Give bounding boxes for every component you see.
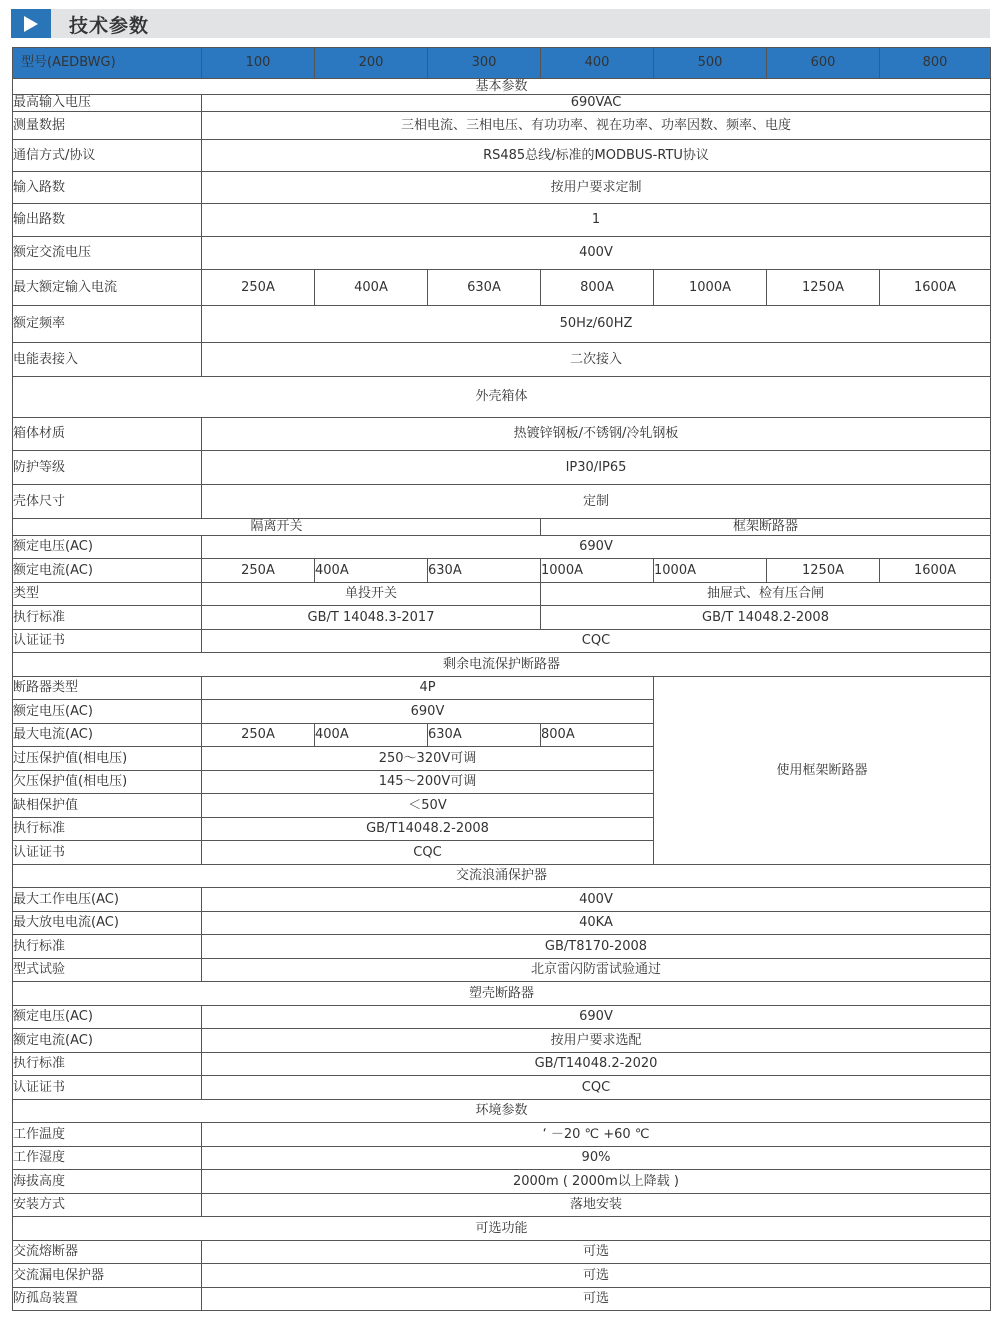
- row-value: 定制: [202, 485, 991, 519]
- header-model-400: 400: [541, 48, 654, 79]
- cell-value: 250A: [202, 559, 315, 583]
- row-label: 通信方式/协议: [13, 140, 202, 172]
- row-value: 可选: [202, 1264, 991, 1288]
- row-value: 145～200V可调: [202, 771, 654, 794]
- row-value: 单投开关: [202, 583, 541, 606]
- row-label: 执行标准: [13, 606, 202, 630]
- row-value: 可选: [202, 1288, 991, 1311]
- row-value: 2000m ( 2000m以上降载 ): [202, 1170, 991, 1194]
- row-value: 690V: [202, 536, 991, 559]
- row-label: 最高输入电压: [13, 95, 202, 112]
- row-label: 额定频率: [13, 306, 202, 343]
- row-value: 690V: [202, 700, 654, 724]
- page-title: 技术参数: [69, 15, 150, 37]
- row-value: 40KA: [202, 912, 991, 935]
- row-value: CQC: [202, 1076, 991, 1100]
- cell-value: 1600A: [880, 270, 991, 306]
- cell-value: 1000A: [654, 270, 767, 306]
- row-value: 按用户要求定制: [202, 172, 991, 204]
- row-label: 最大放电电流(AC): [13, 912, 202, 935]
- play-arrow-icon: [11, 9, 51, 38]
- cell-value: 1600A: [880, 559, 991, 583]
- row-value: 二次接入: [202, 343, 991, 377]
- row-value: RS485总线/标准的MODBUS-RTU协议: [202, 140, 991, 172]
- row-label: 壳体尺寸: [13, 485, 202, 519]
- row-label: 交流熔断器: [13, 1241, 202, 1264]
- header-model-600: 600: [767, 48, 880, 79]
- row-value: 可选: [202, 1241, 991, 1264]
- section-basic: 基本参数: [13, 79, 991, 95]
- row-label: 海拔高度: [13, 1170, 202, 1194]
- row-label: 类型: [13, 583, 202, 606]
- row-value: ‘ －20 ℃ +60 ℃: [202, 1123, 991, 1147]
- cell-value: 400A: [315, 270, 428, 306]
- cell-value: 1000A: [654, 559, 767, 583]
- row-label: 防孤岛装置: [13, 1288, 202, 1311]
- row-label: 过压保护值(相电压): [13, 747, 202, 771]
- row-value: 4P: [202, 677, 654, 700]
- row-label: 安装方式: [13, 1194, 202, 1217]
- spec-table: [12, 47, 991, 1311]
- header-row: [13, 48, 991, 79]
- row-label: 型式试验: [13, 959, 202, 982]
- row-label: 交流漏电保护器: [13, 1264, 202, 1288]
- row-value: GB/T 14048.2-2008: [541, 606, 991, 630]
- row-value: 400V: [202, 237, 991, 270]
- row-label: 断路器类型: [13, 677, 202, 700]
- section-optional: 可选功能: [13, 1217, 991, 1241]
- row-label: 认证证书: [13, 1076, 202, 1100]
- header-model-800: 800: [880, 48, 991, 79]
- row-value: 690VAC: [202, 95, 991, 112]
- row-value: GB/T8170-2008: [202, 935, 991, 959]
- cell-value: 1250A: [767, 270, 880, 306]
- cell-value: 630A: [428, 270, 541, 306]
- row-label: 额定电压(AC): [13, 1006, 202, 1029]
- cell-value: 800A: [541, 724, 654, 747]
- row-label: 额定交流电压: [13, 237, 202, 270]
- cell-value: 630A: [428, 559, 541, 583]
- header-model-500: 500: [654, 48, 767, 79]
- row-value: 落地安装: [202, 1194, 991, 1217]
- row-label: 测量数据: [13, 112, 202, 140]
- row-label: 额定电压(AC): [13, 700, 202, 724]
- row-label: 额定电流(AC): [13, 1029, 202, 1053]
- row-label: 额定电压(AC): [13, 536, 202, 559]
- cell-value: 1000A: [541, 559, 654, 583]
- row-label: 认证证书: [13, 630, 202, 653]
- frame-breaker-note: 使用框架断路器: [654, 677, 991, 865]
- row-value: 热镀锌钢板/不锈钢/冷轧钢板: [202, 418, 991, 451]
- row-label: 电能表接入: [13, 343, 202, 377]
- row-value: CQC: [202, 630, 991, 653]
- row-value: 抽屉式、检有压合闸: [541, 583, 991, 606]
- section-spd: 交流浪涌保护器: [13, 865, 991, 888]
- row-label: 最大额定输入电流: [13, 270, 202, 306]
- row-value: 400V: [202, 888, 991, 912]
- cell-value: 630A: [428, 724, 541, 747]
- section-environment: 环境参数: [13, 1100, 991, 1123]
- row-value: 1: [202, 204, 991, 237]
- cell-value: 250A: [202, 270, 315, 306]
- cell-value: 400A: [315, 724, 428, 747]
- row-label: 缺相保护值: [13, 794, 202, 818]
- row-label: 防护等级: [13, 451, 202, 485]
- section-rcbo: 剩余电流保护断路器: [13, 653, 991, 677]
- row-label: 认证证书: [13, 841, 202, 865]
- row-value: 三相电流、三相电压、有功功率、视在功率、功率因数、频率、电度: [202, 112, 991, 140]
- section-mccb: 塑壳断路器: [13, 982, 991, 1006]
- header-model-200: 200: [315, 48, 428, 79]
- row-label: 额定电流(AC): [13, 559, 202, 583]
- header-model-300: 300: [428, 48, 541, 79]
- row-value: 250～320V可调: [202, 747, 654, 771]
- row-value: 90%: [202, 1147, 991, 1170]
- section-enclosure: 外壳箱体: [13, 377, 991, 418]
- row-value: CQC: [202, 841, 654, 865]
- row-value: GB/T14048.2-2008: [202, 818, 654, 841]
- header-model-100: 100: [202, 48, 315, 79]
- cell-value: 800A: [541, 270, 654, 306]
- row-value: 北京雷闪防雷试验通过: [202, 959, 991, 982]
- row-label: 欠压保护值(相电压): [13, 771, 202, 794]
- section-isolation-switch: 隔离开关: [13, 519, 541, 536]
- row-value: 按用户要求选配: [202, 1029, 991, 1053]
- cell-value: 250A: [202, 724, 315, 747]
- row-label: 最大工作电压(AC): [13, 888, 202, 912]
- cell-value: 1250A: [767, 559, 880, 583]
- row-value: GB/T14048.2-2020: [202, 1053, 991, 1076]
- title-bar: [11, 9, 990, 38]
- row-label: 输出路数: [13, 204, 202, 237]
- row-label: 箱体材质: [13, 418, 202, 451]
- row-value: 50Hz/60HZ: [202, 306, 991, 343]
- row-label: 工作温度: [13, 1123, 202, 1147]
- row-label: 最大电流(AC): [13, 724, 202, 747]
- row-value: 690V: [202, 1006, 991, 1029]
- section-frame-breaker: 框架断路器: [541, 519, 991, 536]
- row-value: GB/T 14048.3-2017: [202, 606, 541, 630]
- row-label: 执行标准: [13, 935, 202, 959]
- row-label: 输入路数: [13, 172, 202, 204]
- cell-value: 400A: [315, 559, 428, 583]
- row-value: IP30/IP65: [202, 451, 991, 485]
- row-label: 执行标准: [13, 818, 202, 841]
- row-value: ＜50V: [202, 794, 654, 818]
- row-label: 工作湿度: [13, 1147, 202, 1170]
- header-model-label: 型号(AEDBWG): [13, 48, 202, 79]
- row-label: 执行标准: [13, 1053, 202, 1076]
